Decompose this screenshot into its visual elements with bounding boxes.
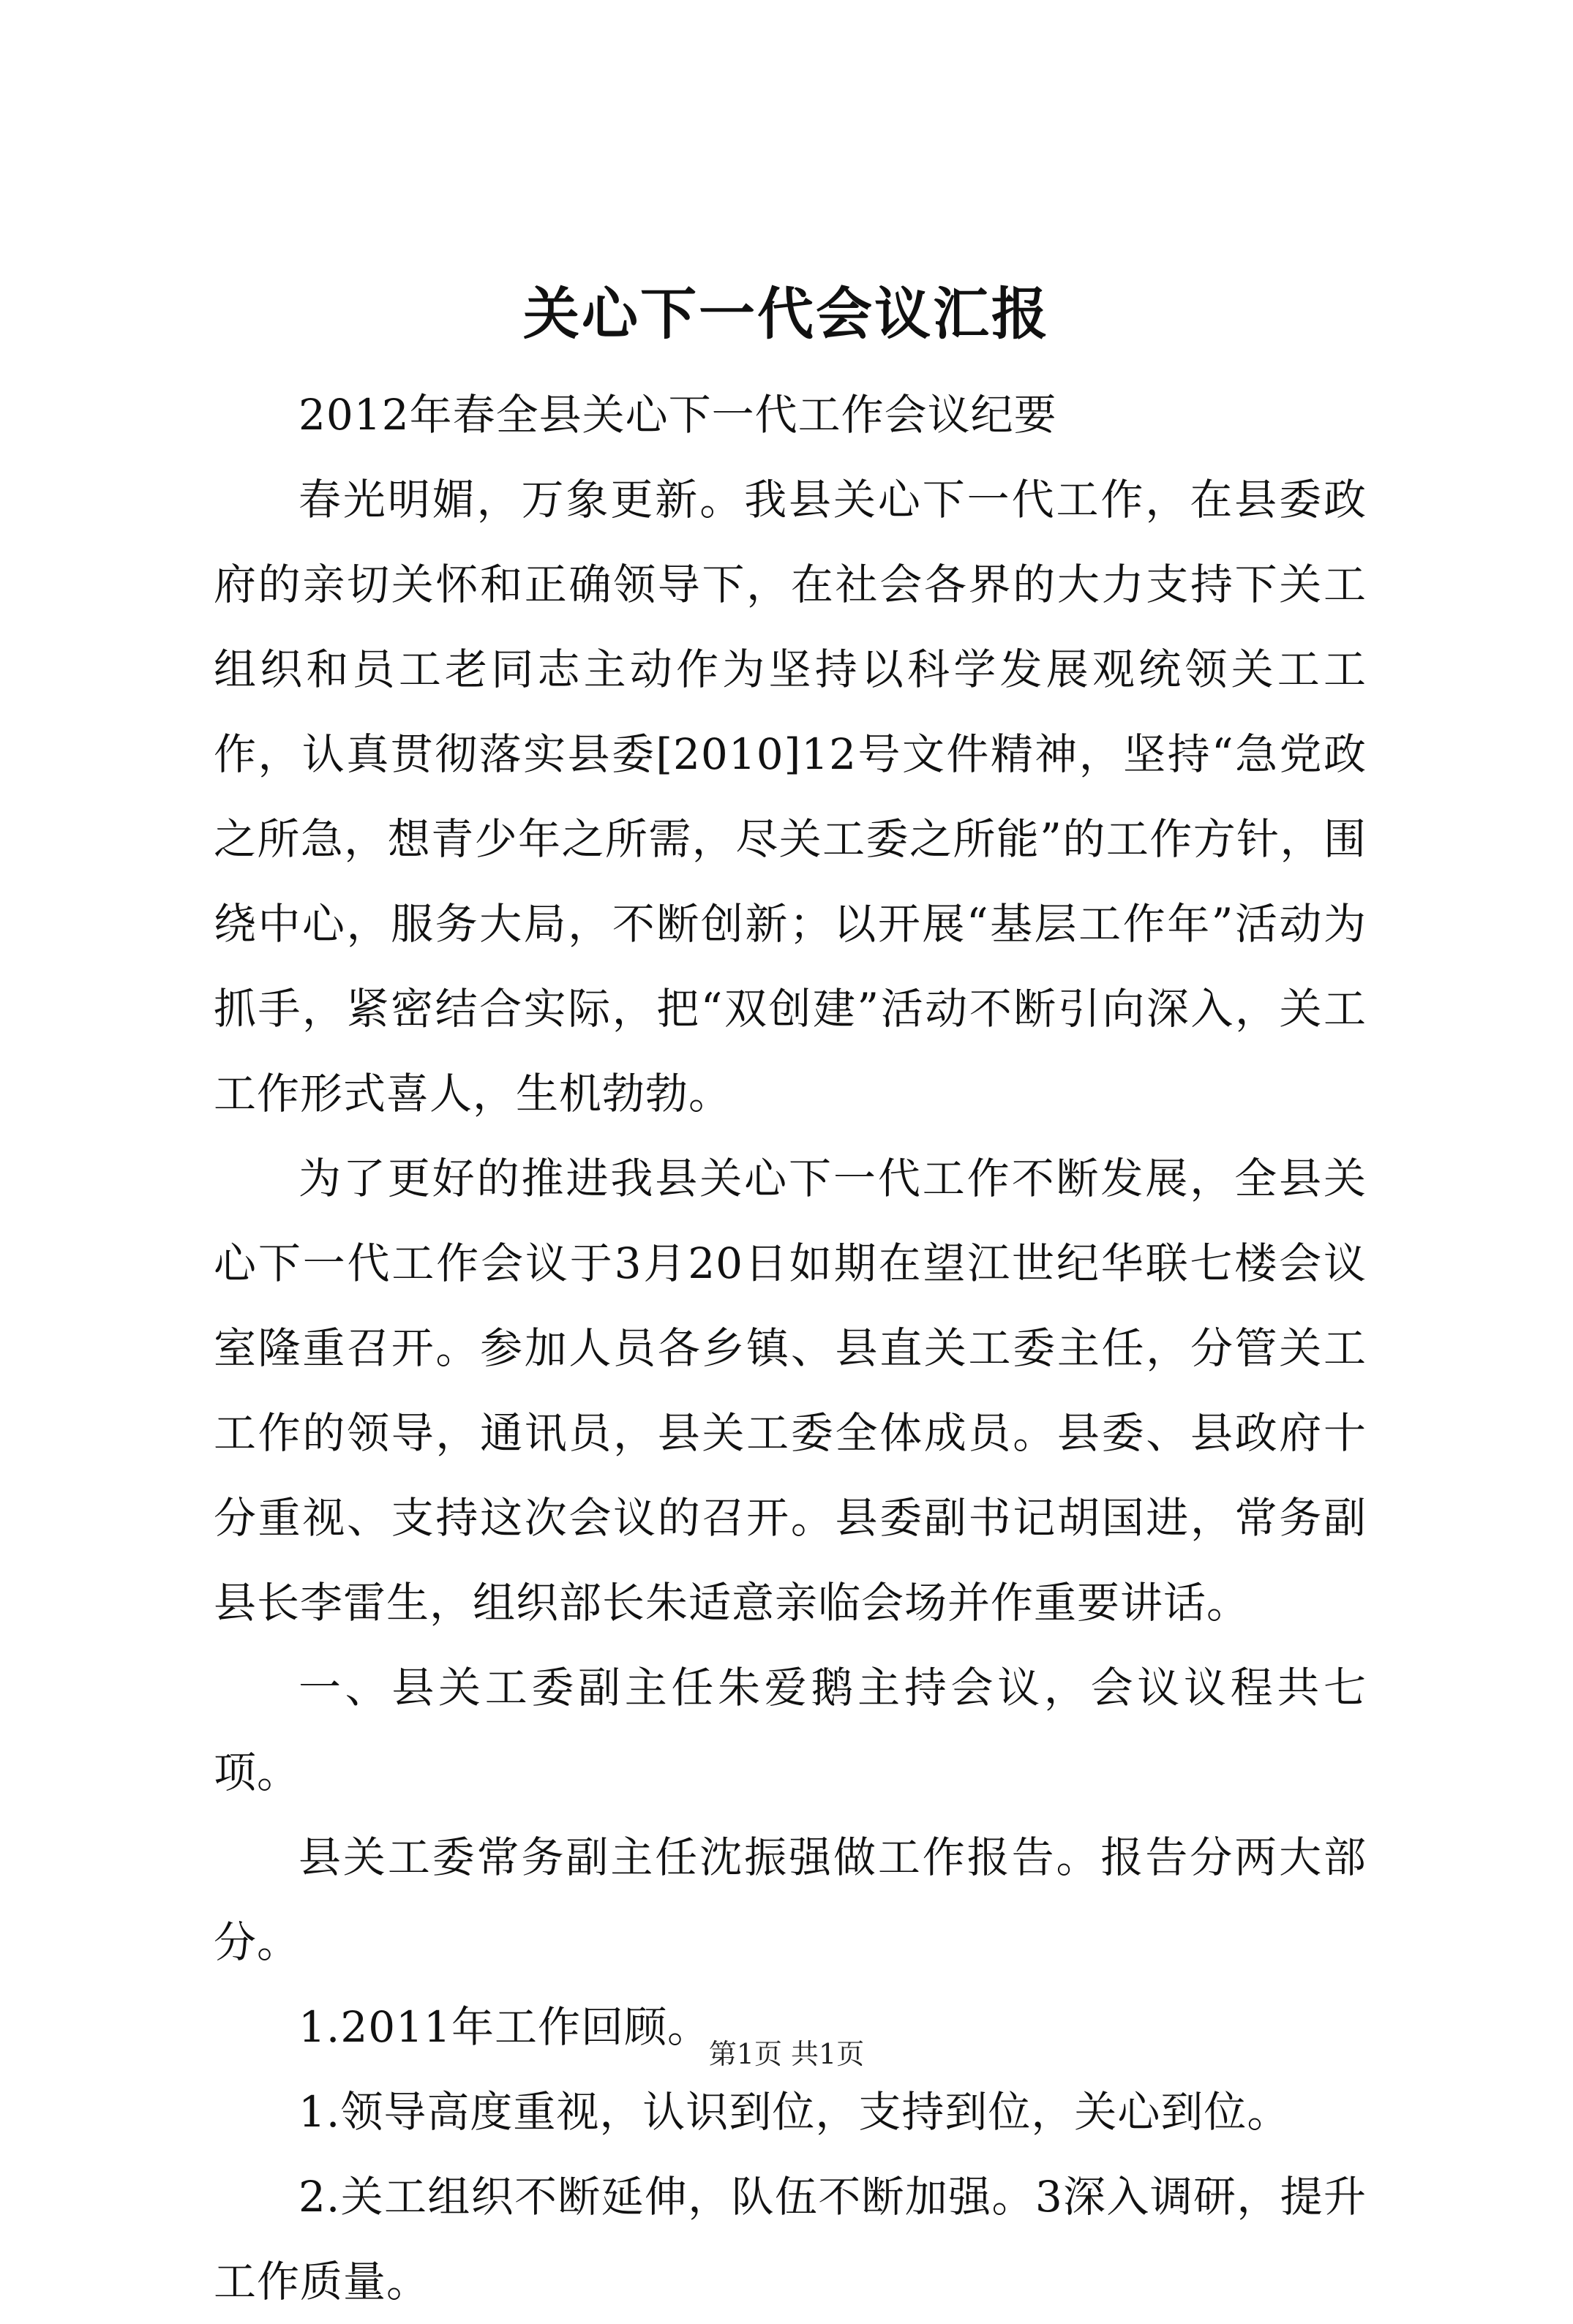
paragraph-report: 县关工委常务副主任沈振强做工作报告。报告分两大部分。: [214, 1832, 1367, 1967]
page-number-label: 第1页 共1页: [708, 2038, 865, 2070]
paragraph-meeting: 为了更好的推进我县关心下一代工作不断发展，全县关心下一代工作会议于3月20日如期在望江世纪华联七楼会议室隆重召开。参加人员各乡镇、县直关工委主任，分管关工工作的领导，通讯员，县关工委全体成员。县委、县政府十分重视、支持这次会议的召开。县委副书记胡国进，常务副县长李雷生，组织部长朱适意亲临会场并作重要讲话。: [214, 1154, 1367, 1628]
paragraph-review: 1.2011年工作回顾。: [299, 2002, 710, 2052]
document-body: [214, 372, 1367, 2324]
paragraph-agenda: 一、县关工委副主任朱爱鹅主持会议，会议议程共七项。: [214, 1663, 1367, 1797]
paragraph-item-2: 2.关工组织不断延伸，队伍不断加强。3深入调研，提升工作质量。: [214, 2172, 1367, 2306]
paragraph-intro: 春光明媚，万象更新。我县关心下一代工作，在县委政府的亲切关怀和正确领导下，在社会各界的大力支持下关工组织和员工老同志主动作为坚持以科学发展观统领关工工作，认真贯彻落实县委[2010]12号文件精神，坚持“急党政之所急，想青少年之所需，尽关工委之所能”的工作方针，围绕中心，服务大局，不断创新；以开展“基层工作年”活动为抓手，紧密结合实际，把“双创建”活动不断引向深入，关工工作形式喜人，生机勃勃。: [214, 475, 1367, 1118]
paragraph-subtitle: 2012年春全县关心下一代工作会议纪要: [299, 390, 1057, 440]
paragraph-item-1: 1.领导高度重视，认识到位，支持到位，关心到位。: [299, 2087, 1291, 2137]
page-footer: [0, 2032, 1573, 2076]
document-title: 关心下一代会议汇报: [523, 282, 1050, 347]
